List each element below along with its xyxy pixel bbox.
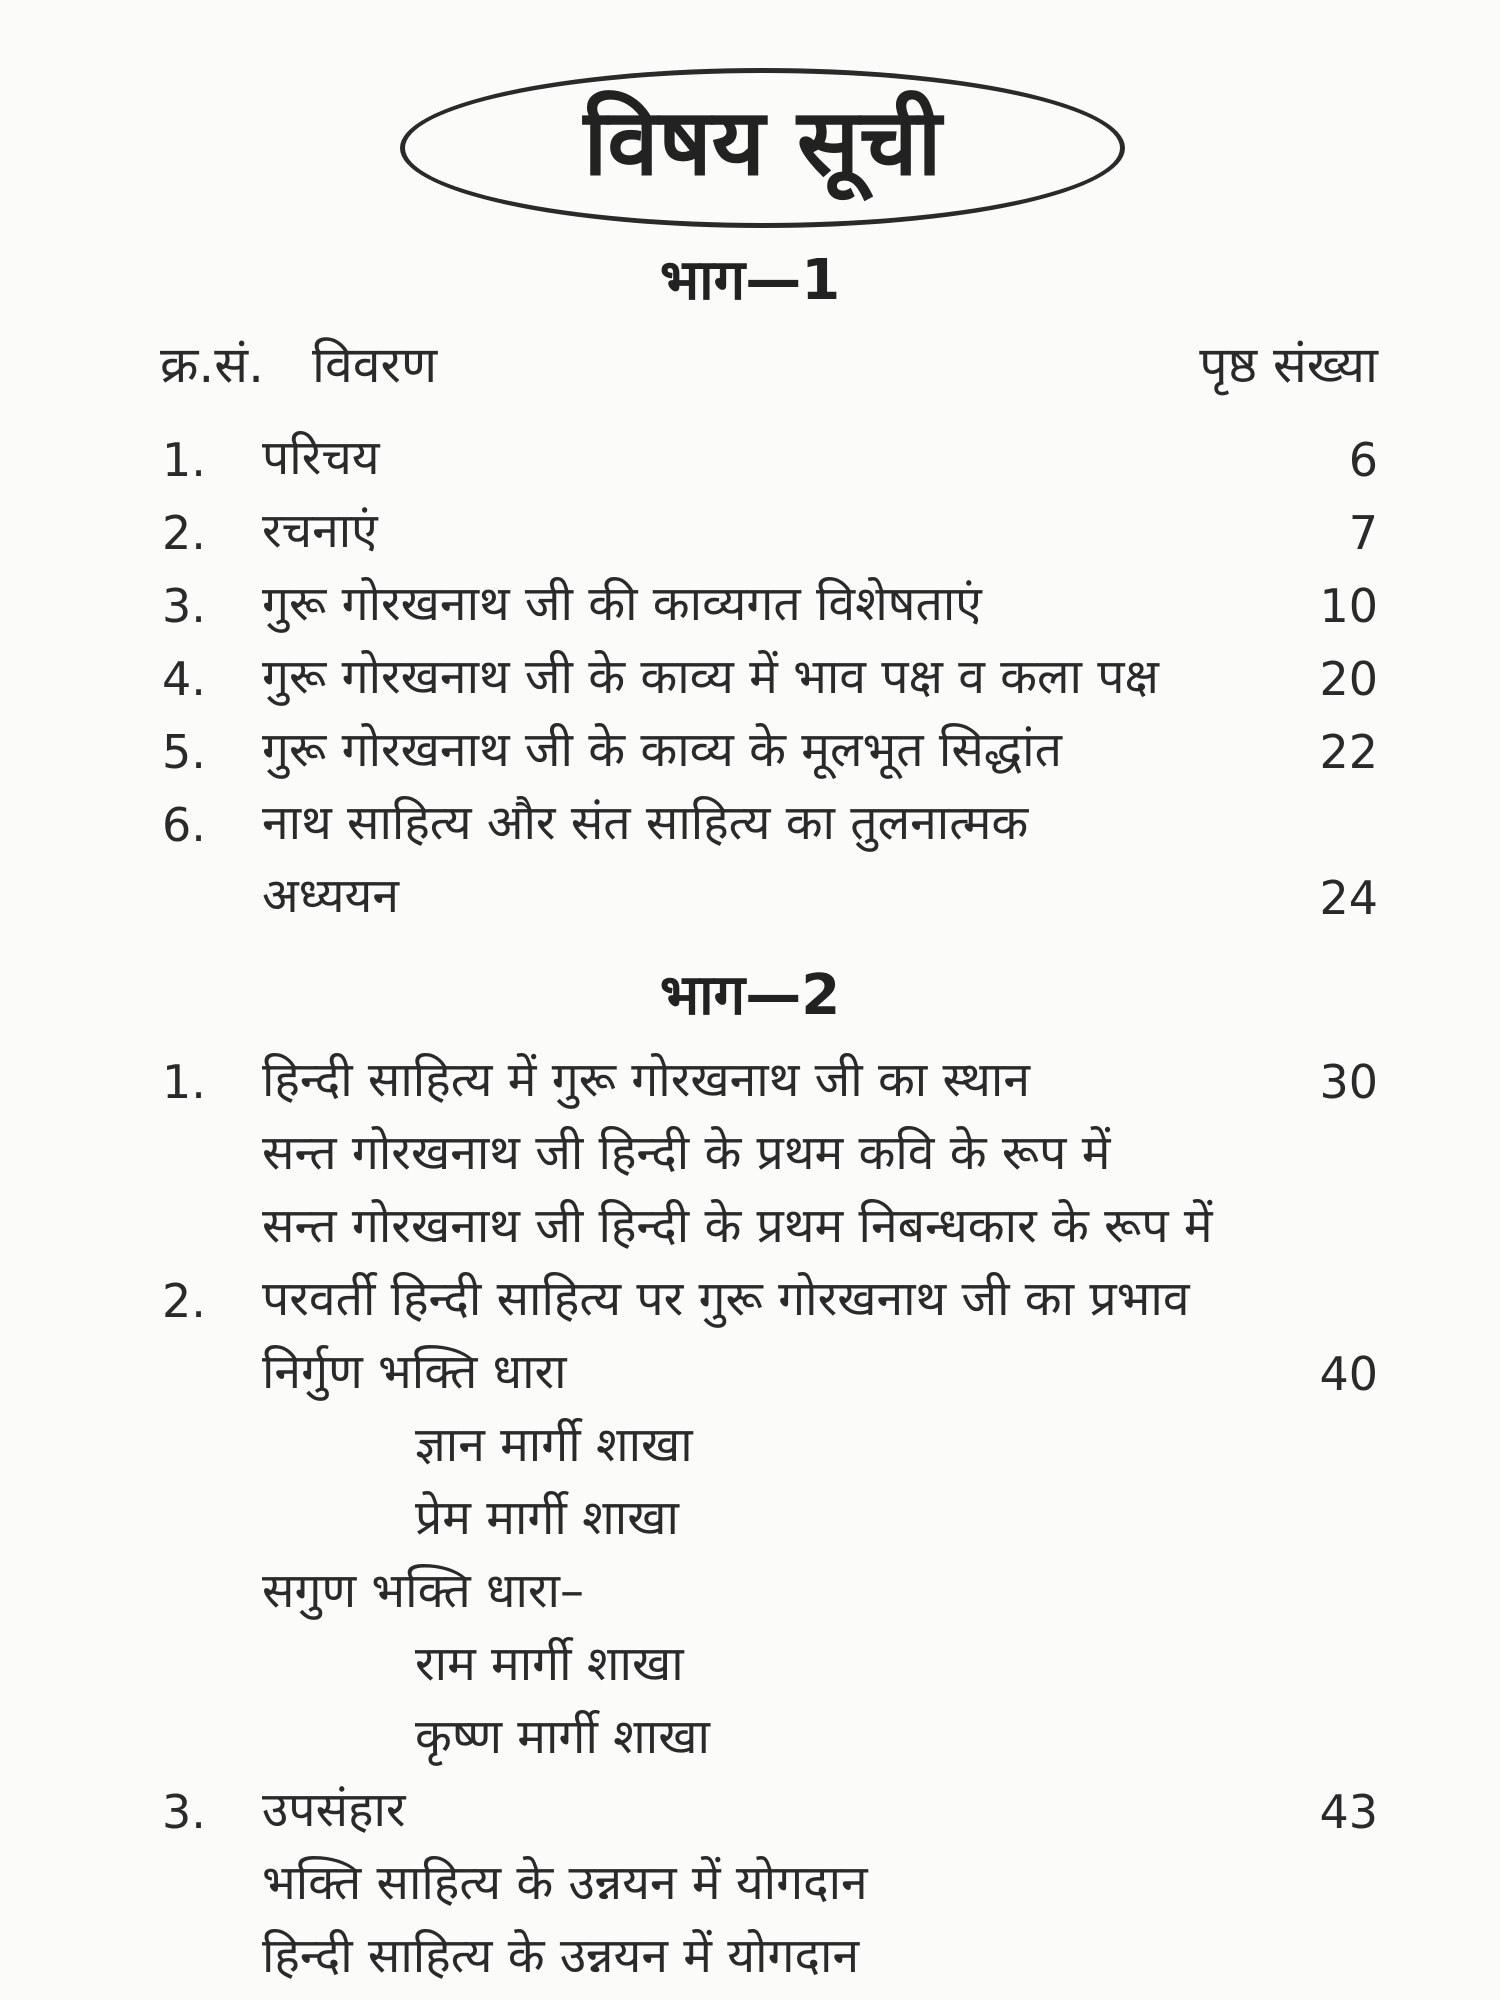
col-header-desc: विवरण (312, 336, 438, 394)
row-page: 30 (1319, 1055, 1378, 1109)
row-subitem: प्रेम मार्गी शाखा (415, 1490, 679, 1546)
row-page: 24 (1319, 871, 1378, 925)
row-number: 5. (162, 725, 206, 779)
col-header-page: पृष्ठ संख्या (1199, 336, 1378, 394)
row-subitem: कृष्ण मार्गी शाखा (415, 1709, 710, 1765)
row-page: 43 (1319, 1785, 1378, 1839)
row-title: हिन्दी साहित्य में गुरू गोरखनाथ जी का स्थान (262, 1052, 1030, 1108)
row-subtitle: सन्त गोरखनाथ जी हिन्दी के प्रथम निबन्धकार के रूप में (262, 1198, 1213, 1254)
page-title: विषय सूची (583, 89, 942, 196)
row-number: 3. (162, 1785, 206, 1839)
row-number: 2. (162, 506, 206, 560)
row-subtitle: सगुण भक्ति धारा– (262, 1563, 584, 1619)
row-subtitle: सन्त गोरखनाथ जी हिन्दी के प्रथम कवि के रूप में (262, 1125, 1111, 1181)
row-subitem: ज्ञान मार्गी शाखा (415, 1417, 693, 1473)
row-number: 4. (162, 652, 206, 706)
row-page: 7 (1348, 506, 1378, 560)
row-number: 3. (162, 579, 206, 633)
row-page: 20 (1319, 652, 1378, 706)
row-title: परिचय (262, 430, 380, 486)
row-page: 6 (1348, 433, 1378, 487)
row-number: 6. (162, 798, 206, 852)
row-number: 2. (162, 1274, 206, 1328)
row-title: गुरू गोरखनाथ जी के काव्य में भाव पक्ष व कला पक्ष (262, 649, 1159, 705)
row-page: 10 (1319, 579, 1378, 633)
row-title: रचनाएं (262, 503, 378, 559)
row-number: 1. (162, 433, 206, 487)
row-subtitle: भक्ति साहित्य के उन्नयन में योगदान (262, 1855, 868, 1911)
row-subtitle: हिन्दी साहित्य के उन्नयन में योगदान (262, 1928, 860, 1984)
col-header-sno: क्र.सं. (160, 336, 264, 394)
part-1-heading: भाग—1 (659, 248, 841, 313)
row-title: परवर्ती हिन्दी साहित्य पर गुरू गोरखनाथ जी का प्रभाव (262, 1271, 1190, 1327)
row-title: गुरू गोरखनाथ जी के काव्य के मूलभूत सिद्धांत (262, 722, 1062, 778)
row-title: नाथ साहित्य और संत साहित्य का तुलनात्मक (262, 795, 1029, 851)
row-title: गुरू गोरखनाथ जी की काव्यगत विशेषताएं (262, 576, 982, 632)
row-number: 1. (162, 1055, 206, 1109)
part-2-heading: भाग—2 (659, 963, 841, 1028)
row-page: 40 (1319, 1347, 1378, 1401)
row-subtitle: निर्गुण भक्ति धारा (262, 1344, 567, 1400)
row-subitem: राम मार्गी शाखा (415, 1636, 684, 1692)
row-page: 22 (1319, 725, 1378, 779)
row-title: उपसंहार (262, 1782, 406, 1838)
row-title-continued: अध्ययन (262, 868, 400, 924)
